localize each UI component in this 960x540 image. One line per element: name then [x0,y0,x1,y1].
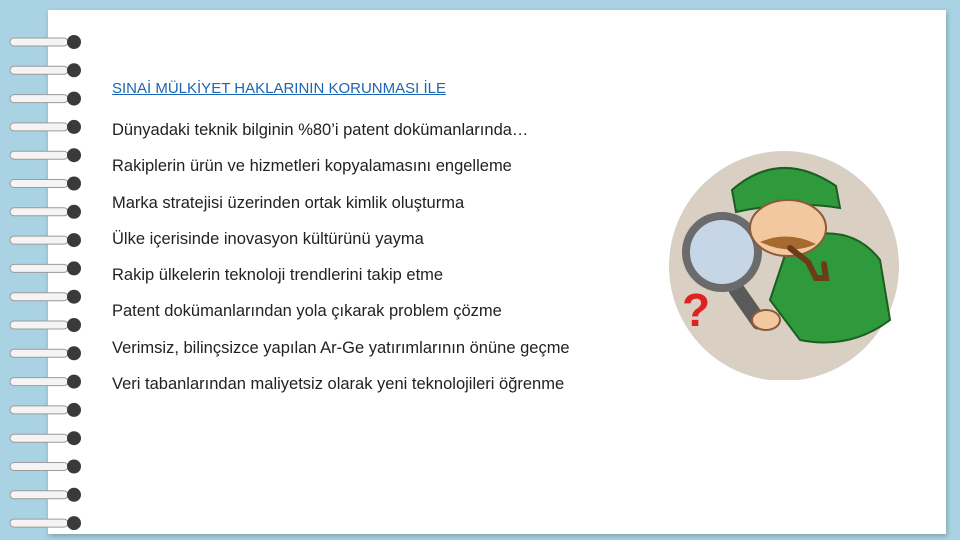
list-item: Rakip ülkelerin teknoloji trendlerini takip etme [112,266,444,285]
spiral-ring [10,403,81,417]
spiral-ring [10,120,81,134]
spiral-binding [8,30,98,530]
spiral-ring [10,460,81,474]
list-item: Verimsiz, bilinçsizce yapılan Ar-Ge yatırımlarının önüne geçme [112,338,570,357]
spiral-ring [10,177,81,191]
spiral-ring [10,516,81,530]
spiral-ring [10,205,81,219]
spiral-ring [10,290,81,304]
spiral-ring [10,346,81,360]
spiral-ring [10,488,81,502]
spiral-ring [10,261,81,275]
spiral-ring [10,233,81,247]
spiral-ring [10,318,81,332]
list-item: Rakiplerin ürün ve hizmetleri kopyalamasını engelleme [112,157,512,176]
spiral-ring [10,35,81,49]
detective-illustration [640,150,926,380]
slide-title: SINAİ MÜLKİYET HAKLARININ KORUNMASI İLE [112,80,446,97]
spiral-ring [10,92,81,106]
bullet-list [112,112,570,402]
list-item: Marka stratejisi üzerinden ortak kimlik oluşturma [112,193,465,212]
list-item: Veri tabanlarından maliyetsiz olarak yeni teknolojileri öğrenme [112,375,565,394]
magnifier-lens-icon [686,216,758,288]
spiral-ring [10,431,81,445]
spiral-ring [10,63,81,77]
hand-icon [752,310,780,330]
spiral-ring [10,148,81,162]
spiral-ring [10,375,81,389]
list-item: Ülke içerisinde inovasyon kültürünü yayma [112,229,424,248]
question-mark-icon: ? [682,284,711,336]
list-item: Dünyadaki teknik bilginin %80’i patent dokümanlarında… [112,121,529,139]
list-item: Patent dokümanlarından yola çıkarak problem çözme [112,302,502,321]
